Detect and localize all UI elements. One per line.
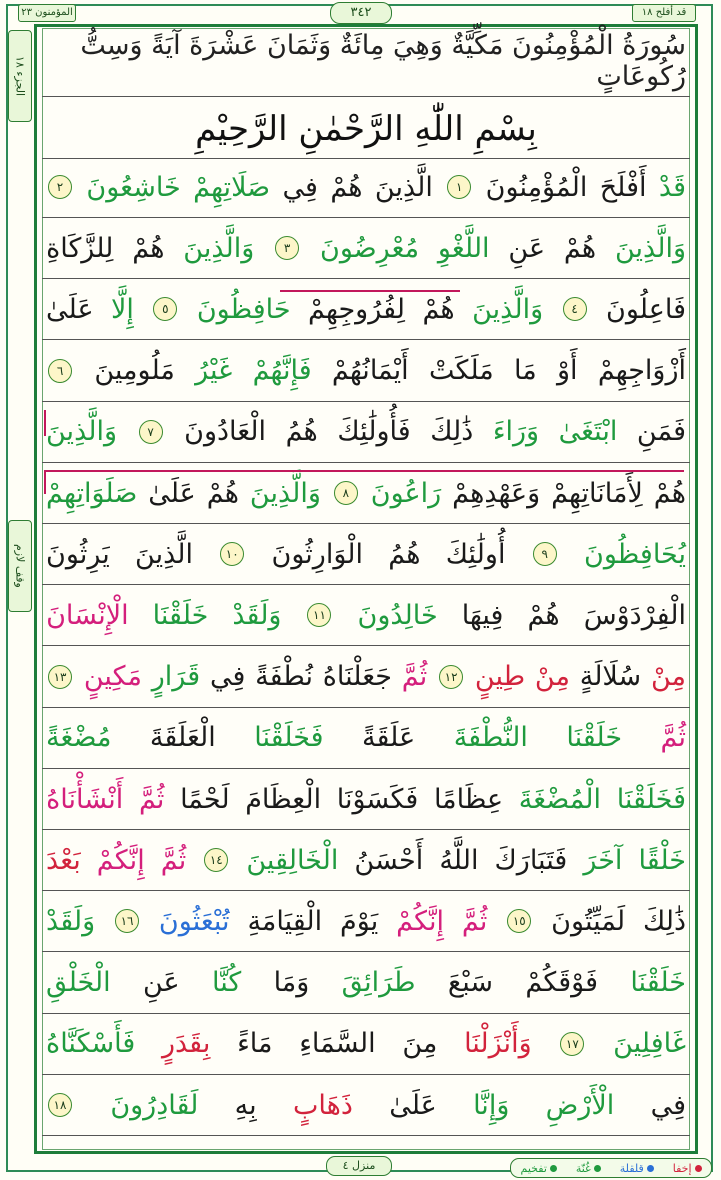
verse-word: الْخَالِقِينَ: [246, 844, 339, 876]
verse-word: مِنَ: [402, 1028, 438, 1060]
verse-word: الْقِيَامَةِ: [247, 905, 323, 937]
verse-word: أَفْلَحَ: [599, 171, 647, 203]
verse-word: خَلَقْنَا: [152, 599, 209, 631]
verse-word: طَرَائِقَ: [341, 967, 416, 999]
verse-word: وَالَّذِينَ: [249, 477, 321, 509]
divider: [42, 158, 690, 159]
manzil-label: منزل ٤: [326, 1156, 392, 1176]
juz-side-label: الجزء ١٨: [8, 30, 32, 122]
verse-word: ثُمَّ: [160, 844, 187, 876]
legend-item: [576, 1162, 601, 1175]
line-divider: [42, 523, 690, 524]
legend-item: [673, 1162, 702, 1175]
verse-word: ثُمَّ: [401, 661, 428, 693]
verse-word: لَقَادِرُونَ: [110, 1089, 199, 1121]
verse-word: مَاءً: [237, 1028, 273, 1060]
legend-item: [521, 1162, 557, 1175]
verse-word: لِأَمَانَاتِهِمْ: [551, 477, 643, 509]
legend-dot-icon: [695, 1165, 702, 1172]
line-divider: [42, 278, 690, 279]
ayah-number-marker: ٨: [334, 481, 358, 505]
verse-word: هُمْ: [330, 171, 363, 203]
verse-word: ابْتَغَىٰ: [558, 416, 618, 448]
verse-line: [46, 1019, 686, 1069]
verse-word: غَيْرُ: [195, 355, 233, 387]
line-divider: [42, 829, 690, 830]
verse-word: يَرِثُونَ: [46, 538, 110, 570]
line-divider: [42, 1135, 690, 1136]
verse-line: [46, 529, 686, 579]
legend-dot-icon: [550, 1165, 557, 1172]
ayah-number-marker: ٤: [563, 297, 587, 321]
ayah-number-marker: ١: [447, 175, 471, 199]
verse-word: عَنِ: [508, 232, 546, 264]
verse-word: اللَّغْوِ: [437, 232, 490, 264]
ayah-number-marker: ٩: [533, 542, 557, 566]
verse-word: قَدْ: [658, 171, 686, 203]
verse-word: مَلُومِينَ: [94, 355, 175, 387]
waqf-side-label: وقف لازم: [8, 520, 32, 612]
line-divider: [42, 890, 690, 891]
verse-word: فِي: [650, 1089, 686, 1121]
verse-word: بِقَدَرٍ: [161, 1028, 211, 1060]
verse-word: يَوْمَ: [340, 905, 379, 937]
verse-word: عِظَامًا: [433, 783, 504, 815]
verse-word: مِنْ: [650, 661, 686, 693]
verse-word: هُمْ: [132, 232, 165, 264]
verse-word: وَالَّذِينَ: [472, 293, 544, 325]
line-divider: [42, 339, 690, 340]
verse-word: اللَّهُ: [439, 844, 479, 876]
verse-line: [46, 774, 686, 824]
verse-word: ثُمَّ: [660, 722, 686, 754]
verse-word: نُطْفَةً: [255, 661, 313, 693]
verse-word: فِي: [209, 661, 246, 693]
verse-word: عَنِ: [143, 967, 180, 999]
verse-word: وَإِنَّا: [473, 1089, 510, 1121]
ayah-number-marker: ١٦: [115, 909, 139, 933]
ayah-number-marker: ١٧: [560, 1032, 584, 1056]
verse-word: وَمَا: [273, 967, 310, 999]
verse-word: آخَرَ: [583, 844, 623, 876]
verse-word: تُبْعَثُونَ: [158, 905, 230, 937]
legend-label: إخفا: [672, 1161, 692, 1175]
verse-word: رَاعُونَ: [370, 477, 442, 509]
line-divider: [42, 707, 690, 708]
verse-line: [46, 1080, 686, 1130]
verse-word: لَمَيِّتُونَ: [551, 905, 626, 937]
verse-word: لِفُرُوجِهِمْ: [308, 293, 405, 325]
verse-word: طِينٍ: [474, 661, 526, 693]
verse-word: أَزْوَاجِهِمْ: [597, 355, 686, 387]
verse-word: حَافِظُونَ: [196, 293, 291, 325]
verse-word: فَخَلَقْنَا: [616, 783, 686, 815]
verse-word: لِلزَّكَاةِ: [46, 232, 114, 264]
legend-label: تفخيم: [520, 1161, 547, 1175]
verse-line: [46, 223, 686, 273]
verse-word: هُمُ: [388, 538, 421, 570]
verse-word: وَلَقَدْ: [46, 905, 96, 937]
verse-word: ثُمَّ: [461, 905, 488, 937]
verse-word: وَالَّذِينَ: [46, 416, 118, 448]
verse-word: الْعَادُونَ: [184, 416, 267, 448]
verse-word: مِنْ: [534, 661, 570, 693]
verse-word: فَخَلَقْنَا: [254, 722, 324, 754]
verse-word: وَعَهْدِهِمْ: [452, 477, 541, 509]
verse-line: [46, 407, 686, 457]
verse-word: لَحْمًا: [180, 783, 230, 815]
waqf-underline: [280, 290, 460, 292]
verse-word: وَأَنْزَلْنَا: [464, 1028, 532, 1060]
waqf-bar: [44, 470, 46, 494]
verse-word: هُمُ: [285, 416, 318, 448]
ayah-number-marker: ٦: [48, 359, 72, 383]
verse-word: وَالَّذِينَ: [183, 232, 255, 264]
verse-word: الَّذِينَ: [135, 538, 193, 570]
verse-word: هُمْ: [422, 293, 455, 325]
verse-word: صَلَاتِهِمْ: [193, 171, 271, 203]
line-divider: [42, 1013, 690, 1014]
verse-line: [46, 346, 686, 396]
legend-item: [620, 1162, 654, 1175]
line-divider: [42, 951, 690, 952]
ayah-number-marker: ١٣: [48, 665, 72, 689]
verse-word: إِلَّا: [111, 293, 134, 325]
verse-word: صَلَوَاتِهِمْ: [46, 477, 138, 509]
verse-word: فِيهَا: [461, 599, 504, 631]
verse-word: بِهِ: [234, 1089, 257, 1121]
verse-word: أُولَٰئِكَ: [445, 538, 506, 570]
verse-line: [46, 958, 686, 1008]
verse-word: عَلَىٰ: [389, 1089, 437, 1121]
verse-word: إِنَّكُمْ: [96, 844, 145, 876]
verse-word: فَاعِلُونَ: [606, 293, 686, 325]
verse-word: هُمْ: [527, 599, 560, 631]
verse-word: سُلَالَةٍ: [579, 661, 642, 693]
verse-word: أَوْ: [557, 355, 578, 387]
verse-word: فَمَنِ: [636, 416, 686, 448]
surah-tab: المؤمنون ٢٣: [18, 4, 76, 22]
line-divider: [42, 584, 690, 585]
ayah-number-marker: ١٥: [507, 909, 531, 933]
verse-word: فِي: [282, 171, 318, 203]
verse-word: الْمُضْغَةَ: [518, 783, 602, 815]
verse-word: فَوْقَكُمْ: [525, 967, 598, 999]
verse-word: الْإِنْسَانَ: [46, 599, 129, 631]
verse-word: الْوَارِثُونَ: [271, 538, 364, 570]
legend-label: قلقلة: [619, 1161, 644, 1175]
verse-word: فَكَسَوْنَا: [336, 783, 419, 815]
verse-word: كُنَّا: [212, 967, 242, 999]
verse-word: جَعَلْنَاهُ: [322, 661, 392, 693]
line-divider: [42, 462, 690, 463]
verse-word: بَعْدَ: [46, 844, 81, 876]
verse-word: عَلَىٰ: [46, 293, 94, 325]
verse-word: عَلَىٰ: [148, 477, 196, 509]
legend-label: غُنّة: [575, 1161, 591, 1175]
verse-word: الْخَلْقِ: [46, 967, 111, 999]
verse-word: عَلَقَةً: [362, 722, 416, 754]
ayah-number-marker: ١٢: [439, 665, 463, 689]
verse-word: فَأُولَٰئِكَ: [337, 416, 411, 448]
line-divider: [42, 401, 690, 402]
verse-line: [46, 896, 686, 946]
verse-word: مَكِينٍ: [83, 661, 142, 693]
verse-word: الْفِرْدَوْسَ: [583, 599, 686, 631]
verse-line: [46, 468, 686, 518]
ayah-number-marker: ٢: [48, 175, 72, 199]
verse-word: وَالَّذِينَ: [614, 232, 686, 264]
line-divider: [42, 768, 690, 769]
line-divider: [42, 217, 690, 218]
verse-word: أَنْشَأْنَاهُ: [46, 783, 124, 815]
verse-word: هُمْ: [206, 477, 239, 509]
verse-word: الَّذِينَ: [374, 171, 433, 203]
verse-word: ذَٰلِكَ: [642, 905, 686, 937]
bismillah: بِسْمِ اللّٰهِ الرَّحْمٰنِ الرَّحِيْمِ: [195, 109, 537, 149]
verse-line: [46, 652, 686, 702]
verse-word: وَرَاءَ: [492, 416, 540, 448]
verse-word: النُّطْفَةَ: [453, 722, 528, 754]
verse-word: وَلَقَدْ: [232, 599, 282, 631]
verse-word: الْعِظَامَ: [245, 783, 322, 815]
verse-word: مُعْرِضُونَ: [319, 232, 420, 264]
legend-dot-icon: [647, 1165, 654, 1172]
verse-line: [46, 835, 686, 885]
waqf-underline: [44, 470, 684, 472]
verse-word: خَالِدُونَ: [357, 599, 438, 631]
verse-word: الْأَرْضِ: [545, 1089, 615, 1121]
verse-word: إِنَّكُمْ: [396, 905, 445, 937]
ayah-number-marker: ٧: [139, 420, 163, 444]
waqf-bar: [44, 410, 46, 436]
verse-word: السَّمَاءِ: [299, 1028, 376, 1060]
ayah-number-marker: ١٨: [48, 1093, 72, 1117]
verse-word: يُحَافِظُونَ: [583, 538, 686, 570]
page-number: ٣٤٢: [330, 2, 392, 24]
ayah-number-marker: ١٠: [220, 542, 244, 566]
verse-word: مَلَكَتْ: [428, 355, 494, 387]
juz-tab: قد أفلح ١٨: [632, 4, 696, 22]
verse-word: فَتَبَارَكَ: [494, 844, 568, 876]
verse-word: مُضْغَةً: [46, 722, 112, 754]
verse-word: خَاشِعُونَ: [86, 171, 181, 203]
divider: [42, 96, 690, 97]
ayah-number-marker: ٣: [275, 236, 299, 260]
verse-word: سَبْعَ: [447, 967, 494, 999]
verse-word: هُمْ: [563, 232, 597, 264]
verse-word: خَلْقًا: [638, 844, 686, 876]
verse-word: خَلَقْنَا: [630, 967, 686, 999]
verse-line: [46, 713, 686, 763]
verse-word: أَيْمَانُهُمْ: [331, 355, 409, 387]
ayah-number-marker: ١٤: [204, 848, 228, 872]
surah-heading: سُورَةُ الْمُؤْمِنُونَ مَكِّيَّةٌ وَهِيَ مِائَةٌ وَثَمَانَ عَشْرَةَ آيَةً وَسِتُّ رُكُوعَاتٍ: [80, 30, 686, 92]
verse-word: الْعَلَقَةَ: [149, 722, 216, 754]
verse-word: الْمُؤْمِنُونَ: [485, 171, 588, 203]
verse-word: فَإِنَّهُمْ: [252, 355, 312, 387]
verse-line: [46, 162, 686, 212]
verse-word: ذَهَابٍ: [292, 1089, 353, 1121]
verse-word: أَحْسَنُ: [354, 844, 424, 876]
verse-word: فَأَسْكَنَّاهُ: [46, 1028, 136, 1060]
verse-word: خَلَقْنَا: [566, 722, 623, 754]
verse-word: ثُمَّ: [138, 783, 165, 815]
line-divider: [42, 1074, 690, 1075]
ayah-number-marker: ١١: [307, 603, 331, 627]
tajweed-legend: [510, 1158, 712, 1178]
ayah-number-marker: ٥: [153, 297, 177, 321]
verse-word: غَافِلِينَ: [613, 1028, 686, 1060]
verse-word: هُمْ: [653, 477, 686, 509]
legend-dot-icon: [594, 1165, 601, 1172]
line-divider: [42, 645, 690, 646]
verse-line: [46, 590, 686, 640]
verse-word: ذَٰلِكَ: [430, 416, 474, 448]
verse-word: قَرَارٍ: [151, 661, 201, 693]
verse-word: مَا: [514, 355, 537, 387]
